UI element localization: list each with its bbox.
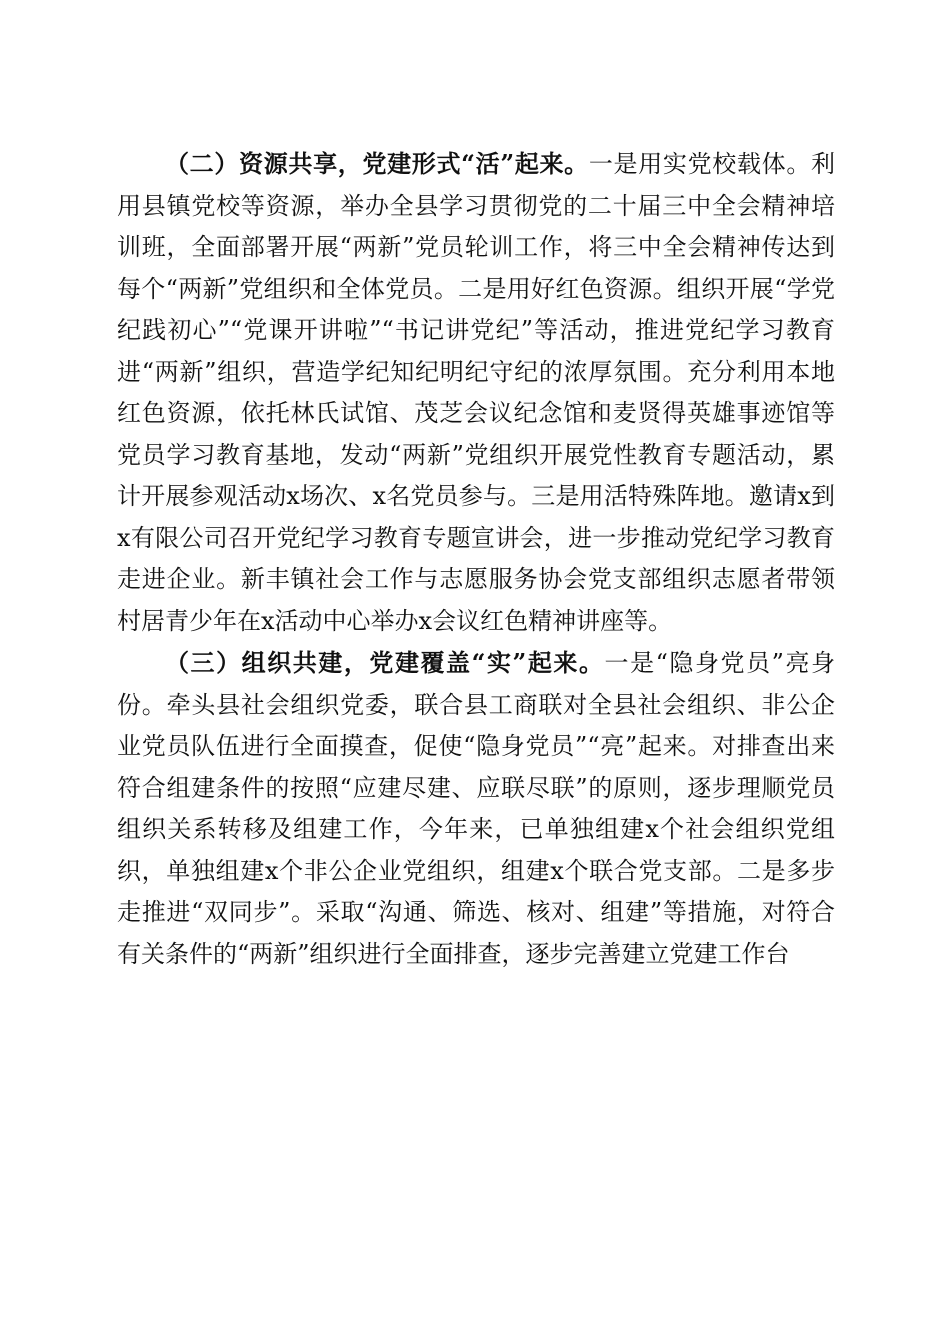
document-body	[117, 143, 835, 975]
paragraph-text: 一是“隐身党员”亮身份。牵头县社会组织党委，联合县工商联对全县社会组织、非公企业党员队伍进行全面摸查，促使“隐身党员”“亮”起来。对排查出来符合组建条件的按照“应建尽建、应联尽联”的原则，逐步理顺党员组织关系转移及组建工作，今年来，已单独组建x个社会组织党组织，单独组建x个非公企业党组织，组建x个联合党支部。二是多步走推进“双同步”。采取“沟通、筛选、核对、组建”等措施，对符合有关条件的“两新”组织进行全面排查，逐步完善建立党建工作台	[117, 649, 836, 968]
paragraph-resource-sharing	[117, 143, 835, 642]
paragraph-heading: （二）资源共享，党建形式“活”起来。	[165, 149, 589, 178]
paragraph-heading: （三）组织共建，党建覆盖“实”起来。	[165, 648, 605, 677]
paragraph-organization-building	[117, 642, 835, 975]
paragraph-text: 一是用实党校载体。利用县镇党校等资源，举办全县学习贯彻党的二十届三中全会精神培训班，全面部署开展“两新”党员轮训工作，将三中全会精神传达到每个“两新”党组织和全体党员。二是用好红色资源。组织开展“学党纪践初心”“党课开讲啦”“书记讲党纪”等活动，推进党纪学习教育进“两新”组织，营造学纪知纪明纪守纪的浓厚氛围。充分利用本地红色资源，依托林氏试馆、茂芝会议纪念馆和麦贤得英雄事迹馆等党员学习教育基地，发动“两新”党组织开展党性教育专题活动，累计开展参观活动x场次、x名党员参与。三是用活特殊阵地。邀请x到x有限公司召开党纪学习教育专题宣讲会，进一步推动党纪学习教育走进企业。新丰镇社会工作与志愿服务协会党支部组织志愿者带领村居青少年在x活动中心举办x会议红色精神讲座等。	[117, 150, 836, 635]
